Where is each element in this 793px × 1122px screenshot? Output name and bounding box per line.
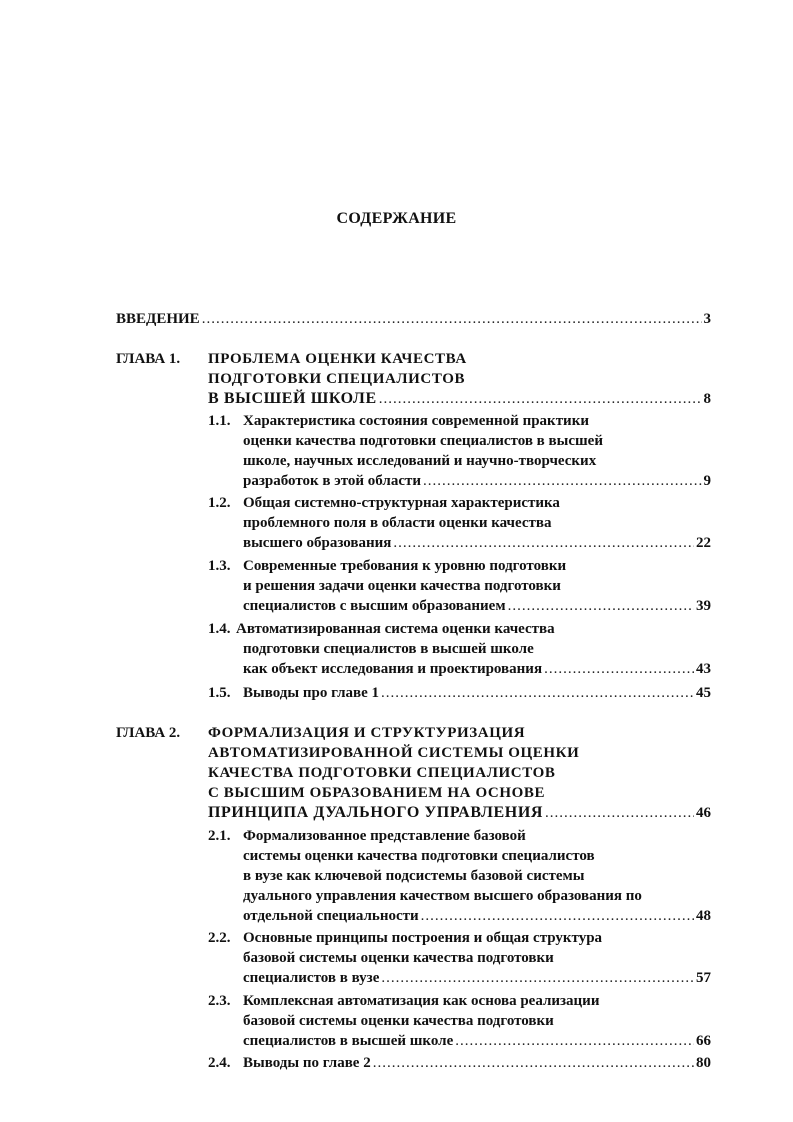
- chapter-2-title-line-2: АВТОМАТИЗИРОВАННОЙ СИСТЕМЫ ОЦЕНКИ: [208, 745, 580, 761]
- section-line: Общая системно-структурная характеристика: [243, 495, 560, 511]
- section-line-last: специалистов с высшим образованием ..... 39: [243, 596, 711, 616]
- chapter-1-label: ГЛАВА 1.: [116, 351, 181, 367]
- leader-dots: [381, 968, 694, 988]
- section-line: Основные принципы построения и общая структура: [243, 930, 603, 946]
- leader-dots: [393, 533, 694, 553]
- section-line: Характеристика состояния современной практики: [243, 413, 589, 429]
- section-number: 1.5.: [208, 685, 231, 701]
- page-number: 48: [696, 908, 711, 924]
- section-number: 1.3.: [208, 558, 231, 574]
- page-number: 46: [696, 805, 711, 821]
- section-number: 1.4.: [208, 621, 231, 637]
- section-line: в вузе как ключевой подсистемы базовой системы: [243, 868, 585, 884]
- page-number: 43: [696, 661, 711, 677]
- section-line: дуального управления качеством высшего образования по: [243, 888, 642, 904]
- leader-dots: [421, 906, 694, 926]
- page-number: 66: [696, 1033, 711, 1049]
- section-line-last: как объект исследования и проектирования ..... 43: [243, 659, 711, 679]
- page-number: 57: [696, 970, 711, 986]
- entry-label: ВВЕДЕНИЕ: [116, 311, 200, 327]
- section-line: Комплексная автоматизация как основа реализации: [243, 993, 600, 1009]
- section-line: базовой системы оценки качества подготовки: [243, 950, 554, 966]
- leader-dots: [544, 659, 694, 679]
- section-line: Формализованное представление базовой: [243, 828, 526, 844]
- leader-dots: [545, 803, 694, 823]
- section-line-last: разработок в этой области ..... 9: [243, 471, 711, 491]
- section-line-last: отдельной специальности ..... 48: [243, 906, 711, 926]
- chapter-2-title-line-5: ПРИНЦИПА ДУАЛЬНОГО УПРАВЛЕНИЯ ..... 46: [208, 803, 711, 823]
- section-number: 2.1.: [208, 828, 231, 844]
- section-number: 1.2.: [208, 495, 231, 511]
- chapter-1-title-line-1: ПРОБЛЕМА ОЦЕНКИ КАЧЕСТВА: [208, 351, 467, 367]
- section-line: Современные требования к уровню подготовки: [243, 558, 567, 574]
- chapter-1-title-line-3: В ВЫСШЕЙ ШКОЛЕ ..... 8: [208, 389, 711, 409]
- section-number: 1.1.: [208, 413, 231, 429]
- leader-dots: [379, 389, 702, 409]
- leader-dots: [455, 1031, 694, 1051]
- leader-dots: [381, 683, 694, 703]
- section-line: оценки качества подготовки специалистов в высшей: [243, 433, 603, 449]
- page-number: 8: [703, 391, 711, 407]
- page-number: 39: [696, 598, 711, 614]
- section-number: 2.2.: [208, 930, 231, 946]
- section-line-last: Выводы по главе 2 ..... 80: [243, 1053, 711, 1073]
- chapter-2-title-line-4: С ВЫСШИМ ОБРАЗОВАНИЕМ НА ОСНОВЕ: [208, 785, 546, 801]
- leader-dots: [508, 596, 694, 616]
- toc-title: СОДЕРЖАНИЕ: [336, 210, 457, 227]
- toc-entry-intro: [116, 309, 711, 329]
- chapter-2-label: ГЛАВА 2.: [116, 725, 181, 741]
- section-line-last: Выводы про главе 1 ..... 45: [243, 683, 711, 703]
- leader-dots: [423, 471, 702, 491]
- section-line: и решения задачи оценки качества подготовки: [243, 578, 561, 594]
- section-number: 2.3.: [208, 993, 231, 1009]
- chapter-1-title-line-2: ПОДГОТОВКИ СПЕЦИАЛИСТОВ: [208, 371, 466, 387]
- page-number: 9: [703, 473, 711, 489]
- section-line: Автоматизированная система оценки качества: [236, 621, 555, 637]
- page-number: 80: [696, 1055, 711, 1071]
- page-number: 22: [696, 535, 711, 551]
- section-number: 2.4.: [208, 1055, 231, 1071]
- section-line: школе, научных исследований и научно-творческих: [243, 453, 597, 469]
- section-line: проблемного поля в области оценки качества: [243, 515, 552, 531]
- leader-dots: [373, 1053, 694, 1073]
- section-line: подготовки специалистов в высшей школе: [243, 641, 534, 657]
- page-number: 3: [703, 311, 711, 327]
- section-line-last: специалистов в высшей школе ..... 66: [243, 1031, 711, 1051]
- chapter-2-title-line-1: ФОРМАЛИЗАЦИЯ И СТРУКТУРИЗАЦИЯ: [208, 725, 526, 741]
- section-line: системы оценки качества подготовки специалистов: [243, 848, 595, 864]
- page-number: 45: [696, 685, 711, 701]
- section-line-last: специалистов в вузе ..... 57: [243, 968, 711, 988]
- section-line-last: высшего образования ..... 22: [243, 533, 711, 553]
- section-line: базовой системы оценки качества подготовки: [243, 1013, 554, 1029]
- leader-dots: [202, 309, 702, 329]
- chapter-2-title-line-3: КАЧЕСТВА ПОДГОТОВКИ СПЕЦИАЛИСТОВ: [208, 765, 556, 781]
